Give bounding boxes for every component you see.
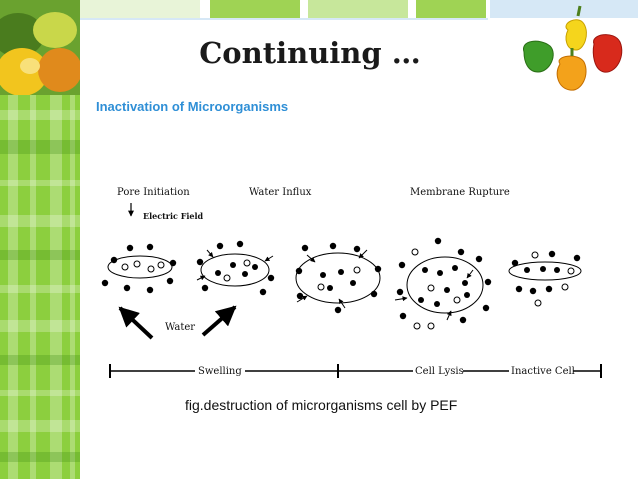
water-arrow-left: [120, 308, 152, 338]
pef-cell-destruction-diagram: [95, 170, 615, 420]
fruit-photo: [0, 0, 80, 95]
phase-label-cell-lysis: Cell Lysis: [415, 366, 464, 377]
cell-membrane-rupture: [395, 238, 491, 329]
stage-label-membrane-rupture: Membrane Rupture: [410, 187, 510, 198]
cell-pore-initiation: [102, 244, 176, 293]
water-arrow-right: [203, 307, 235, 335]
phase-label-swelling: Swelling: [198, 366, 242, 377]
section-subtitle: Inactivation of Microorganisms: [96, 99, 289, 114]
phase-label-inactive-cell: Inactive Cell: [511, 366, 575, 377]
page-title: Continuing …: [199, 36, 421, 70]
stage-label-pore-initiation: Pore Initiation: [117, 187, 190, 198]
cell-inactive: [509, 251, 581, 306]
cell-water-influx-1: [197, 241, 274, 295]
water-label: Water: [165, 322, 196, 333]
stage-label-water-influx: Water Influx: [249, 187, 312, 198]
electric-field-label: Electric Field: [143, 211, 204, 221]
peppers-photo: [510, 0, 638, 110]
figure-caption: fig.destruction of microrganisms cell by PEF: [185, 397, 458, 413]
cell-water-influx-2: [296, 243, 381, 313]
